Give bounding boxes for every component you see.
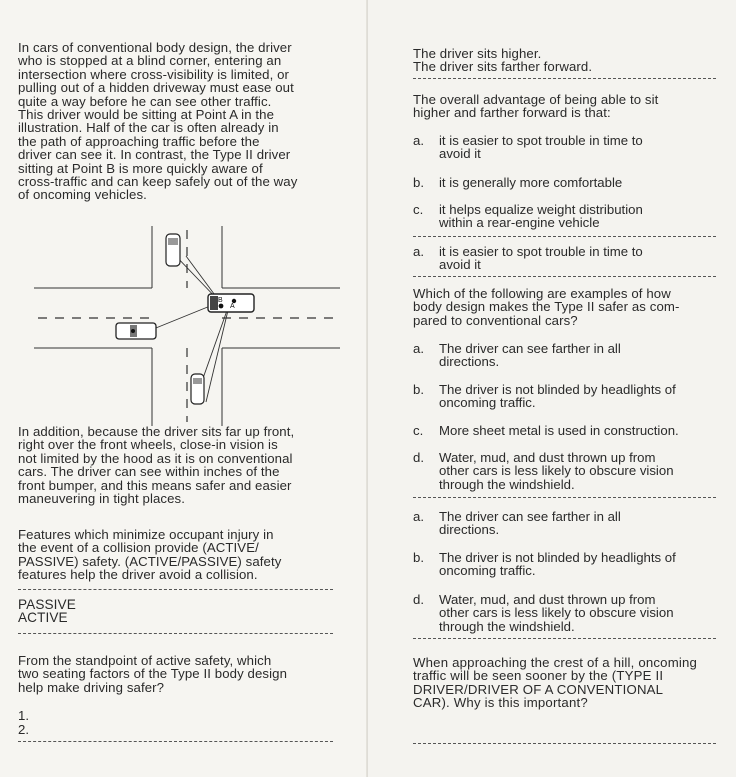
car-left [116, 323, 156, 339]
label-a: A [230, 303, 235, 310]
divider [413, 276, 716, 277]
divider [413, 236, 716, 237]
ex-option-c: c. More sheet metal is used in construction. [413, 423, 679, 438]
ex-option-b: b. The driver is not blinded by headlights of oncoming traffic. [413, 382, 676, 411]
intersection-diagram [34, 226, 340, 426]
divider [413, 743, 716, 744]
advantage-question: The overall advantage of being able to sit higher and farther forward is that: [413, 92, 659, 121]
answer-sits-forward: The driver sits farther forward. [413, 59, 593, 74]
divider [413, 78, 716, 79]
standpoint-question: From the standpoint of active safety, which two seating factors of the Type II body design help make driving safer? [18, 653, 287, 695]
features-question: Features which minimize occupant injury in the event of a collision provide (ACTIVE/ PASSIVE) safety. (ACTIVE/PASSIVE) safety features help the driver avoid a collision. [18, 527, 282, 583]
right-page [368, 0, 736, 777]
car-type-ii [208, 294, 254, 312]
adv-option-b: b. it is generally more comfortable [413, 175, 623, 190]
divider [413, 497, 716, 498]
ex-answer-a: a. The driver can see farther in all directions. [413, 509, 621, 538]
sight-line [206, 302, 230, 402]
label-b: B [218, 297, 223, 304]
adv-option-a: a. it is easier to spot trouble in time to avoid it [413, 133, 643, 162]
divider [413, 638, 716, 639]
intro-paragraph: In cars of conventional body design, the driver who is stopped at a blind corner, entering an intersection where cross-visibility is limited, or pulling out of a hidden driveway must ease out quite a way before he can see other traffic. This driver would be sitting at Point A in the illustration. Half of the car is often already in the path of approaching traffic before the driver can see it. In contrast, the Type II driver sitting at Point B is more quickly aware of cross-traffic and can keep safely out of the way of oncoming vehicles. [18, 40, 298, 203]
answer-active: ACTIVE [18, 610, 68, 625]
adv-option-c: c. it helps equalize weight distribution within a rear-engine vehicle [413, 202, 643, 231]
blank-2: 2. [18, 722, 30, 737]
car-top [166, 234, 180, 266]
hill-question: When approaching the crest of a hill, oncoming traffic will be seen sooner by the (TYPE II DRIVER/DRIVER OF A CONVENTIONAL CAR). Why is this important? [413, 655, 698, 711]
ex-option-d: d. Water, mud, and dust thrown up from other cars is less likely to obscure vision through the windshield. [413, 450, 674, 492]
adv-answer: a. it is easier to spot trouble in time to avoid it [413, 244, 643, 273]
answer-passive: PASSIVE [18, 597, 76, 612]
car-bottom [191, 374, 204, 404]
blank-1: 1. [18, 708, 30, 723]
ex-answer-b: b. The driver is not blinded by headlights of oncoming traffic. [413, 550, 676, 579]
divider [18, 741, 333, 742]
divider [18, 633, 333, 634]
point-b-dot [219, 304, 224, 309]
ex-answer-d: d. Water, mud, and dust thrown up from other cars is less likely to obscure vision through the windshield. [413, 592, 674, 634]
divider [18, 589, 333, 590]
answer-sits-higher: The driver sits higher. [413, 46, 542, 61]
addition-paragraph: In addition, because the driver sits far up front, right over the front wheels, close-in vision is not limited by the hood as it is on conventional cars. The driver can see within inches of the front bumper, and this means safer and easier maneuvering in tight places. [18, 424, 295, 507]
ex-option-a: a. The driver can see farther in all directions. [413, 341, 621, 370]
examples-question: Which of the following are examples of how body design makes the Type II safer as com- pared to conventional cars? [413, 286, 680, 328]
